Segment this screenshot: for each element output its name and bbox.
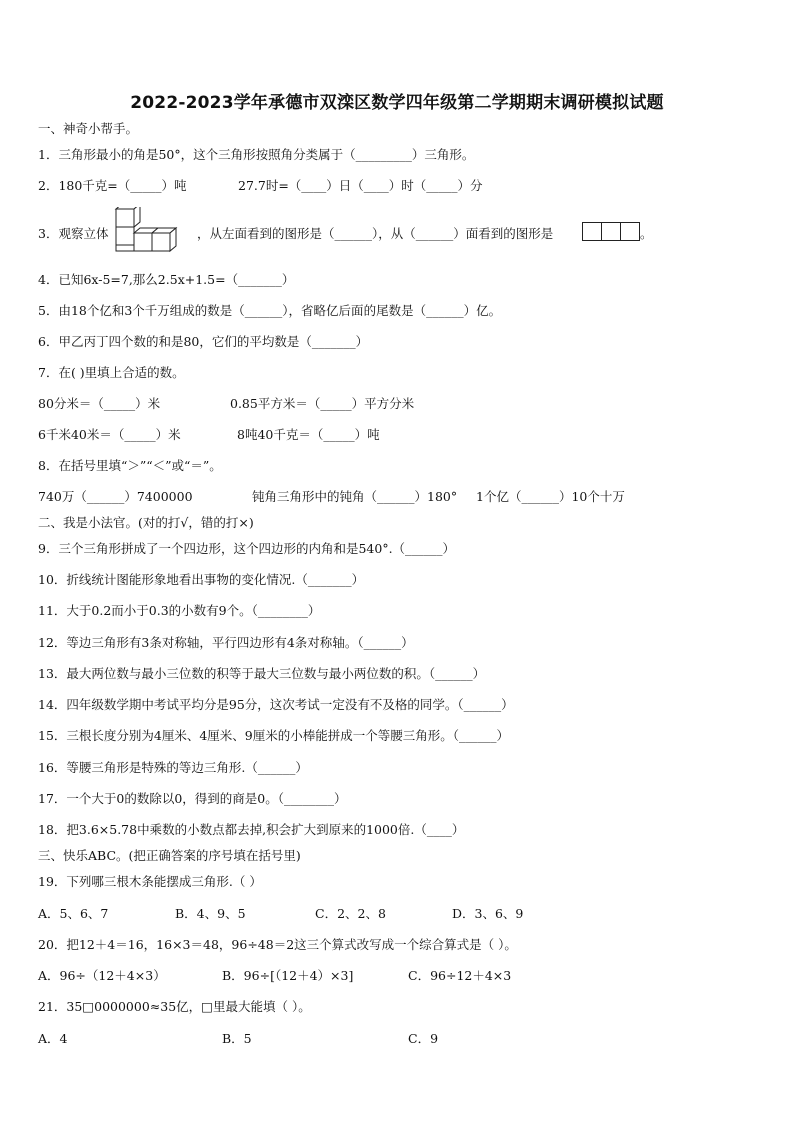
question-21-option-a: A．4: [38, 1031, 68, 1046]
question-18: 18．把3.6×5.78中乘数的小数点都去掉,积会扩大到原来的1000倍.（____）: [38, 822, 465, 837]
question-8-a: 740万（______）7400000: [38, 489, 193, 504]
question-7: 7．在( )里填上合适的数。: [38, 365, 185, 380]
view-square: [602, 223, 621, 240]
question-20-option-b: B．96÷[（12＋4）×3]: [222, 968, 354, 983]
question-7-b: 0.85平方米＝（_____）平方分米: [230, 396, 415, 411]
question-8: 8．在括号里填“＞”“＜”或“＝”。: [38, 458, 222, 473]
question-15: 15．三根长度分别为4厘米、4厘米、9厘米的小棒能拼成一个等腰三角形。（______）: [38, 728, 510, 743]
question-3-text-b: ，从左面看到的图形是（______），从（______）面看到的图形是: [197, 226, 554, 241]
question-21-option-c: C．9: [408, 1031, 439, 1046]
question-3-text-a: 3．观察立体: [38, 226, 109, 241]
question-19-option-b: B．4、9、5: [175, 906, 246, 921]
question-8-b: 钝角三角形中的钝角（______）180°: [252, 489, 458, 504]
question-8-c: 1个亿（______）10个十万: [476, 489, 625, 504]
view-square: [583, 223, 602, 240]
question-20-option-a: A．96÷（12＋4×3）: [38, 968, 166, 983]
question-16: 16．等腰三角形是特殊的等边三角形.（______）: [38, 760, 308, 775]
view-square: [621, 223, 639, 240]
page-title: 2022-2023学年承德市双滦区数学四年级第二学期期末调研模拟试题: [130, 93, 664, 113]
question-19: 19．下列哪三根木条能摆成三角形.（ ）: [38, 874, 262, 889]
question-5: 5．由18个亿和3个千万组成的数是（______），省略亿后面的尾数是（______）亿。: [38, 303, 502, 318]
question-2-part-a: 2．180千克=（_____）吨: [38, 178, 187, 193]
question-7-c: 6千米40米＝（_____）米: [38, 427, 181, 442]
question-12: 12．等边三角形有3条对称轴，平行四边形有4条对称轴。（______）: [38, 635, 414, 650]
section-heading-3: 三、快乐ABC。(把正确答案的序号填在括号里): [38, 848, 301, 863]
question-21: 21．35□0000000≈35亿，□里最大能填（ ）。: [38, 999, 311, 1014]
question-11: 11．大于0.2而小于0.3的小数有9个。（________）: [38, 603, 321, 618]
question-19-option-c: C．2、2、8: [315, 906, 386, 921]
question-2-part-b: 27.7时=（____）日（____）时（_____）分: [238, 178, 483, 193]
question-19-option-d: D．3、6、9: [452, 906, 524, 921]
question-20: 20．把12＋4＝16，16×3＝48，96÷48＝2这三个算式改写成一个综合算式是（ ）。: [38, 937, 517, 952]
question-7-a: 80分米＝（_____）米: [38, 396, 161, 411]
cube-solid-figure: [114, 207, 184, 253]
question-2: [38, 178, 187, 194]
question-20-option-c: C．96÷12＋4×3: [408, 968, 512, 983]
section-heading-2: 二、我是小法官。(对的打√，错的打×): [38, 515, 254, 530]
question-10: 10．折线统计图能形象地看出事物的变化情况.（_______）: [38, 572, 365, 587]
section-heading-1: 一、神奇小帮手。: [38, 121, 139, 136]
question-21-option-b: B．5: [222, 1031, 252, 1046]
question-3-text-c: 。: [640, 226, 653, 241]
question-4: 4．已知6x-5=7,那么2.5x+1.5=（_______）: [38, 272, 295, 287]
question-13: 13．最大两位数与最小三位数的积等于最大三位数与最小两位数的积。（______）: [38, 666, 486, 681]
question-9: 9．三个三角形拼成了一个四边形，这个四边形的内角和是540°.（______）: [38, 541, 456, 556]
question-14: 14．四年级数学期中考试平均分是95分，这次考试一定没有不及格的同学。（______）: [38, 697, 514, 712]
three-square-view-figure: [582, 222, 640, 241]
question-7-d: 8吨40千克＝（_____）吨: [237, 427, 380, 442]
question-1: 1．三角形最小的角是50°，这个三角形按照角分类属于（_________）三角形。: [38, 147, 475, 162]
question-19-option-a: A．5、6、7: [38, 906, 109, 921]
question-6: 6．甲乙丙丁四个数的和是80，它们的平均数是（_______）: [38, 334, 369, 349]
question-17: 17．一个大于0的数除以0，得到的商是0。（________）: [38, 791, 347, 806]
